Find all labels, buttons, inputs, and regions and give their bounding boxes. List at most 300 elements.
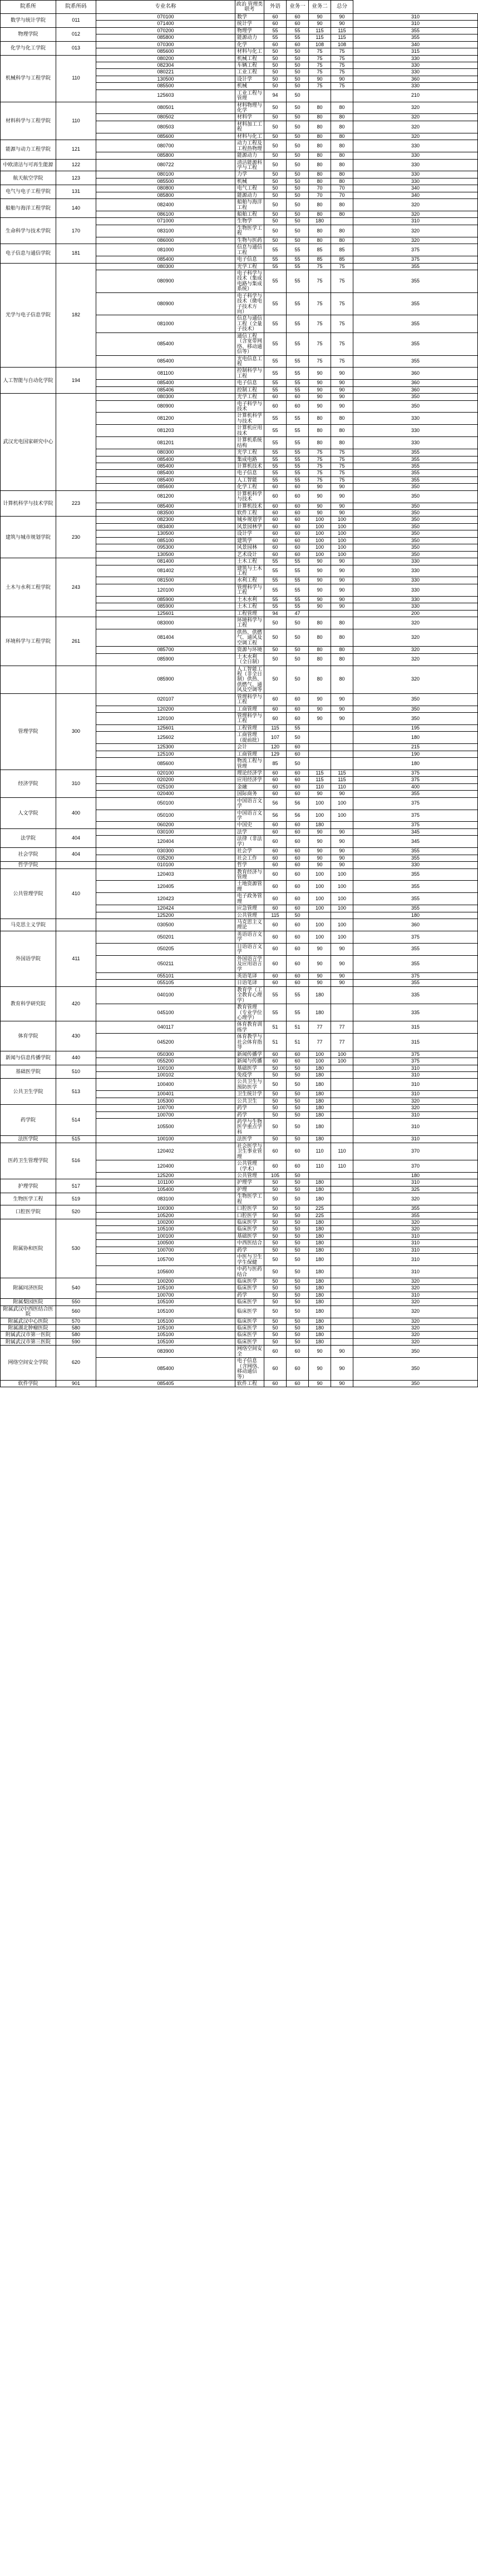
politics-score-cell: 60 (264, 1346, 287, 1358)
biz1-score-cell: 180 (309, 1240, 331, 1247)
biz1-score-cell: 180 (309, 1179, 331, 1186)
major-code-cell: 083400 (96, 523, 235, 530)
table-row (1, 27, 478, 34)
politics-score-cell: 60 (264, 537, 287, 544)
total-score-cell: 320 (353, 1193, 478, 1205)
politics-score-cell: 50 (264, 192, 287, 198)
foreign-score-cell: 60 (287, 400, 309, 413)
politics-score-cell: 50 (264, 1247, 287, 1253)
college-name-cell: 外国语学院 (1, 931, 56, 986)
foreign-score-cell: 60 (287, 41, 309, 48)
college-name-cell: 附属梨园医院 (1, 1299, 56, 1306)
foreign-score-cell: 60 (287, 1358, 309, 1381)
major-code-cell: 120424 (96, 905, 235, 912)
politics-score-cell: 55 (264, 1004, 287, 1021)
biz1-score-cell: 80 (309, 413, 331, 425)
biz2-score-cell (331, 1091, 353, 1098)
biz2-score-cell: 100 (331, 905, 353, 912)
biz1-score-cell: 80 (309, 171, 331, 178)
biz2-score-cell: 90 (331, 943, 353, 955)
foreign-score-cell: 50 (287, 1172, 309, 1179)
header-college-code: 院系所码 (56, 1, 96, 14)
foreign-score-cell: 55 (287, 332, 309, 355)
total-score-cell: 330 (353, 140, 478, 152)
biz2-score-cell: 90 (331, 706, 353, 712)
politics-score-cell: 60 (264, 394, 287, 400)
biz1-score-cell: 100 (309, 537, 331, 544)
major-code-cell: 085500 (96, 178, 235, 185)
biz2-score-cell (331, 822, 353, 828)
foreign-score-cell: 50 (287, 617, 309, 629)
biz1-score-cell: 180 (309, 1266, 331, 1278)
major-name-cell: 集成电路 (235, 456, 264, 463)
college-name-cell: 软件学院 (1, 1380, 56, 1387)
college-name-cell: 机械科学与工程学院 (1, 55, 56, 102)
total-score-cell: 320 (353, 653, 478, 666)
biz2-score-cell: 75 (331, 48, 353, 55)
major-name-cell: 法律（非法学） (235, 836, 264, 848)
foreign-score-cell: 55 (287, 437, 309, 449)
biz1-score-cell: 75 (309, 355, 331, 368)
politics-score-cell: 115 (264, 912, 287, 919)
biz2-score-cell: 75 (331, 463, 353, 469)
biz2-score-cell: 90 (331, 368, 353, 380)
major-code-cell: 130500 (96, 551, 235, 558)
politics-score-cell: 50 (264, 1299, 287, 1306)
college-code-cell: 182 (56, 263, 96, 368)
biz2-score-cell: 80 (331, 114, 353, 121)
politics-score-cell: 60 (264, 893, 287, 905)
foreign-score-cell: 50 (287, 133, 309, 140)
major-code-cell: 081200 (96, 413, 235, 425)
biz1-score-cell: 180 (309, 1079, 331, 1091)
major-name-cell: 免疫学 (235, 1071, 264, 1078)
college-code-cell: 516 (56, 1143, 96, 1179)
biz2-score-cell (331, 1179, 353, 1186)
biz2-score-cell: 75 (331, 83, 353, 90)
college-code-cell: 540 (56, 1278, 96, 1298)
major-code-cell: 085700 (96, 647, 235, 653)
politics-score-cell: 50 (264, 218, 287, 225)
major-code-cell: 085600 (96, 484, 235, 490)
table-row (1, 1051, 478, 1058)
total-score-cell: 330 (353, 565, 478, 577)
total-score-cell: 350 (353, 1358, 478, 1381)
college-name-cell: 医药卫生管理学院 (1, 1143, 56, 1179)
major-name-cell: 日语语言文学 (235, 943, 264, 955)
major-name-cell: 口腔医学 (235, 1205, 264, 1212)
college-code-cell: 230 (56, 517, 96, 558)
biz1-score-cell: 77 (309, 1034, 331, 1051)
foreign-score-cell: 50 (287, 1325, 309, 1332)
table-row (1, 1219, 478, 1226)
major-code-cell: 081402 (96, 565, 235, 577)
major-name-cell: 材料与化工 (235, 48, 264, 55)
politics-score-cell: 120 (264, 744, 287, 751)
college-code-cell: 520 (56, 1205, 96, 1219)
major-name-cell: 光电信息工程 (235, 355, 264, 368)
major-code-cell: 100200 (96, 1278, 235, 1284)
foreign-score-cell: 55 (287, 380, 309, 386)
header-politics: 政治 管理类联考 (235, 1, 264, 14)
foreign-score-cell: 60 (287, 1058, 309, 1065)
total-score-cell: 340 (353, 185, 478, 192)
major-code-cell: 085800 (96, 34, 235, 41)
biz1-score-cell: 100 (309, 905, 331, 912)
total-score-cell: 310 (353, 21, 478, 27)
biz1-score-cell: 100 (309, 530, 331, 537)
major-code-cell: 080900 (96, 400, 235, 413)
major-name-cell: 基础医学 (235, 1233, 264, 1239)
foreign-score-cell: 50 (287, 1071, 309, 1078)
politics-score-cell: 50 (264, 185, 287, 192)
biz1-score-cell: 80 (309, 211, 331, 218)
college-code-cell: 110 (56, 55, 96, 102)
biz2-score-cell: 115 (331, 27, 353, 34)
biz1-score-cell: 75 (309, 263, 331, 270)
major-name-cell: 应用经济学 (235, 777, 264, 783)
total-score-cell: 320 (353, 133, 478, 140)
politics-score-cell: 50 (264, 62, 287, 68)
major-code-cell: 085406 (96, 386, 235, 393)
college-name-cell: 管理学院 (1, 693, 56, 770)
biz2-score-cell (331, 1186, 353, 1193)
biz2-score-cell: 108 (331, 41, 353, 48)
total-score-cell: 320 (353, 1098, 478, 1104)
major-code-cell: 105100 (96, 1226, 235, 1233)
foreign-score-cell: 50 (287, 758, 309, 770)
college-name-cell: 附属武汉市第三医院 (1, 1338, 56, 1345)
total-score-cell: 320 (353, 1318, 478, 1324)
biz1-score-cell: 90 (309, 836, 331, 848)
major-name-cell: 公共管理 (235, 1172, 264, 1179)
biz2-score-cell: 100 (331, 517, 353, 523)
major-code-cell: 105100 (96, 1299, 235, 1306)
biz1-score-cell: 90 (309, 584, 331, 596)
total-score-cell: 180 (353, 758, 478, 770)
politics-score-cell: 50 (264, 647, 287, 653)
total-score-cell: 345 (353, 828, 478, 835)
biz1-score-cell: 100 (309, 1051, 331, 1058)
total-score-cell: 180 (353, 732, 478, 744)
foreign-score-cell: 55 (287, 315, 309, 332)
major-code-cell: 020400 (96, 791, 235, 797)
biz2-score-cell: 75 (331, 355, 353, 368)
college-code-cell: 517 (56, 1179, 96, 1193)
biz1-score-cell: 90 (309, 558, 331, 565)
foreign-score-cell: 60 (287, 706, 309, 712)
biz2-score-cell (331, 218, 353, 225)
major-code-cell: 105300 (96, 1098, 235, 1104)
major-code-cell: 081200 (96, 490, 235, 503)
politics-score-cell: 50 (264, 653, 287, 666)
biz1-score-cell (309, 751, 331, 757)
total-score-cell: 350 (353, 693, 478, 706)
biz1-score-cell: 90 (309, 380, 331, 386)
total-score-cell: 355 (353, 1212, 478, 1219)
foreign-score-cell: 60 (287, 1160, 309, 1173)
total-score-cell: 315 (353, 1021, 478, 1034)
college-name-cell: 口腔医学院 (1, 1205, 56, 1219)
politics-score-cell: 55 (264, 380, 287, 386)
major-name-cell: 光学工程 (235, 394, 264, 400)
major-code-cell: 125300 (96, 744, 235, 751)
foreign-score-cell: 60 (287, 955, 309, 972)
politics-score-cell: 50 (264, 1266, 287, 1278)
politics-score-cell: 50 (264, 1098, 287, 1104)
foreign-score-cell: 55 (287, 724, 309, 731)
politics-score-cell: 50 (264, 211, 287, 218)
total-score-cell: 310 (353, 1079, 478, 1091)
biz2-score-cell: 70 (331, 185, 353, 192)
politics-score-cell: 55 (264, 603, 287, 610)
table-row (1, 848, 478, 855)
biz1-score-cell: 90 (309, 565, 331, 577)
total-score-cell: 330 (353, 159, 478, 171)
total-score-cell: 310 (353, 1111, 478, 1118)
biz1-score-cell: 180 (309, 1247, 331, 1253)
foreign-score-cell: 50 (287, 647, 309, 653)
major-code-cell: 010100 (96, 862, 235, 868)
foreign-score-cell: 55 (287, 270, 309, 292)
major-code-cell: 050100 (96, 797, 235, 810)
biz1-score-cell: 180 (309, 1111, 331, 1118)
politics-score-cell: 60 (264, 1058, 287, 1065)
major-code-cell: 080100 (96, 171, 235, 178)
major-name-cell: 软件工程 (235, 510, 264, 517)
politics-score-cell: 50 (264, 629, 287, 646)
politics-score-cell: 60 (264, 955, 287, 972)
biz1-score-cell: 85 (309, 256, 331, 263)
biz2-score-cell: 90 (331, 503, 353, 509)
politics-score-cell: 60 (264, 13, 287, 20)
major-code-cell: 125100 (96, 751, 235, 757)
major-code-cell: 085600 (96, 48, 235, 55)
major-code-cell: 070200 (96, 27, 235, 34)
biz2-score-cell: 90 (331, 980, 353, 986)
college-name-cell: 药学院 (1, 1105, 56, 1136)
total-score-cell: 350 (353, 1380, 478, 1387)
foreign-score-cell: 50 (287, 121, 309, 133)
biz1-score-cell: 90 (309, 713, 331, 725)
major-code-cell: 080900 (96, 292, 235, 315)
biz2-score-cell: 80 (331, 666, 353, 693)
college-name-cell: 人文学院 (1, 797, 56, 828)
biz1-score-cell: 75 (309, 477, 331, 483)
foreign-score-cell: 50 (287, 912, 309, 919)
major-name-cell: 设计学 (235, 530, 264, 537)
foreign-score-cell: 55 (287, 27, 309, 34)
biz2-score-cell: 75 (331, 449, 353, 456)
politics-score-cell: 55 (264, 256, 287, 263)
foreign-score-cell: 50 (287, 1105, 309, 1111)
biz2-score-cell (331, 1332, 353, 1338)
total-score-cell: 330 (353, 437, 478, 449)
biz1-score-cell (309, 90, 331, 102)
biz1-score-cell: 90 (309, 943, 331, 955)
total-score-cell: 335 (353, 986, 478, 1004)
politics-score-cell: 56 (264, 810, 287, 822)
biz1-score-cell: 80 (309, 152, 331, 159)
foreign-score-cell: 55 (287, 386, 309, 393)
major-name-cell: 电子信息（含网络、移动通信等） (235, 1358, 264, 1381)
major-code-cell: 086000 (96, 237, 235, 244)
major-name-cell: 电气工程 (235, 185, 264, 192)
biz2-score-cell: 77 (331, 1021, 353, 1034)
politics-score-cell: 60 (264, 503, 287, 509)
major-code-cell: 130500 (96, 76, 235, 82)
major-name-cell: 动力工程及工程热物理 (235, 140, 264, 152)
major-code-cell: 050205 (96, 943, 235, 955)
total-score-cell: 350 (353, 713, 478, 725)
biz1-score-cell: 70 (309, 185, 331, 192)
politics-score-cell: 50 (264, 1065, 287, 1071)
biz1-score-cell: 110 (309, 1160, 331, 1173)
total-score-cell: 315 (353, 48, 478, 55)
total-score-cell: 310 (353, 218, 478, 225)
table-row (1, 159, 478, 171)
table-row (1, 931, 478, 943)
politics-score-cell: 60 (264, 855, 287, 861)
major-code-cell: 025100 (96, 783, 235, 790)
biz1-score-cell: 100 (309, 931, 331, 943)
major-name-cell: 电子科学与技术 (235, 400, 264, 413)
biz1-score-cell: 77 (309, 1021, 331, 1034)
biz2-score-cell: 77 (331, 1034, 353, 1051)
biz1-score-cell: 180 (309, 1306, 331, 1318)
politics-score-cell: 50 (264, 76, 287, 82)
major-name-cell: 卫生统计学 (235, 1091, 264, 1098)
total-score-cell: 180 (353, 1172, 478, 1179)
total-score-cell: 360 (353, 386, 478, 393)
total-score-cell: 215 (353, 744, 478, 751)
foreign-score-cell: 50 (287, 1186, 309, 1193)
major-name-cell: 社会学 (235, 848, 264, 855)
major-name-cell: 哲学 (235, 862, 264, 868)
major-name-cell: 电子信息 (235, 380, 264, 386)
biz2-score-cell: 75 (331, 62, 353, 68)
table-row (1, 185, 478, 192)
total-score-cell: 320 (353, 225, 478, 237)
major-code-cell: 105100 (96, 1332, 235, 1338)
foreign-score-cell: 50 (287, 1266, 309, 1278)
major-name-cell: 机械 (235, 178, 264, 185)
header-biz2: 业务二 (309, 1, 331, 14)
major-name-cell: 船舶工程 (235, 211, 264, 218)
total-score-cell: 310 (353, 1179, 478, 1186)
college-code-cell: 404 (56, 848, 96, 862)
biz1-score-cell: 225 (309, 1205, 331, 1212)
major-code-cell: 125200 (96, 912, 235, 919)
major-name-cell: 管理科学与工程 (235, 713, 264, 725)
major-name-cell: 工商管理（提前批） (235, 732, 264, 744)
major-name-cell: 药学 (235, 1292, 264, 1298)
politics-score-cell: 50 (264, 225, 287, 237)
biz2-score-cell: 75 (331, 55, 353, 62)
major-code-cell: 020200 (96, 777, 235, 783)
major-code-cell: 100401 (96, 1091, 235, 1098)
college-code-cell: 580 (56, 1332, 96, 1338)
major-name-cell: 计算机应用技术 (235, 425, 264, 437)
biz2-score-cell (331, 1111, 353, 1118)
biz2-score-cell: 90 (331, 565, 353, 577)
major-code-cell: 045200 (96, 1034, 235, 1051)
biz2-score-cell: 100 (331, 544, 353, 551)
biz1-score-cell: 180 (309, 1004, 331, 1021)
total-score-cell: 325 (353, 1186, 478, 1193)
foreign-score-cell: 50 (287, 1205, 309, 1212)
biz2-score-cell: 80 (331, 102, 353, 114)
table-header-row (1, 1, 478, 14)
biz1-score-cell: 80 (309, 225, 331, 237)
total-score-cell: 330 (353, 171, 478, 178)
foreign-score-cell: 60 (287, 751, 309, 757)
major-code-cell: 125200 (96, 1172, 235, 1179)
foreign-score-cell: 50 (287, 1111, 309, 1118)
total-score-cell: 330 (353, 596, 478, 603)
foreign-score-cell: 55 (287, 263, 309, 270)
politics-score-cell: 55 (264, 449, 287, 456)
major-name-cell: 临床医学 (235, 1318, 264, 1324)
foreign-score-cell: 50 (287, 1219, 309, 1226)
total-score-cell: 320 (353, 1306, 478, 1318)
total-score-cell: 355 (353, 791, 478, 797)
politics-score-cell: 55 (264, 584, 287, 596)
biz1-score-cell: 115 (309, 34, 331, 41)
college-name-cell: 材料科学与工程学院 (1, 102, 56, 140)
major-name-cell: 教育管理（专业学位心理学） (235, 1004, 264, 1021)
foreign-score-cell: 50 (287, 1318, 309, 1324)
politics-score-cell: 60 (264, 551, 287, 558)
major-name-cell: 数学 (235, 13, 264, 20)
politics-score-cell: 50 (264, 1212, 287, 1219)
total-score-cell: 375 (353, 770, 478, 776)
foreign-score-cell: 50 (287, 1338, 309, 1345)
table-row (1, 517, 478, 523)
politics-score-cell: 85 (264, 758, 287, 770)
biz1-score-cell: 100 (309, 544, 331, 551)
college-code-cell: 519 (56, 1193, 96, 1205)
major-name-cell: 电子信息 (235, 470, 264, 477)
biz2-score-cell: 90 (331, 1358, 353, 1381)
biz1-score-cell: 180 (309, 1065, 331, 1071)
foreign-score-cell: 50 (287, 1193, 309, 1205)
politics-score-cell: 60 (264, 1160, 287, 1173)
biz1-score-cell: 80 (309, 159, 331, 171)
politics-score-cell: 50 (264, 1193, 287, 1205)
major-name-cell: 国际商务 (235, 791, 264, 797)
foreign-score-cell: 55 (287, 596, 309, 603)
college-name-cell: 体育学院 (1, 1021, 56, 1051)
major-name-cell: 临床医学 (235, 1299, 264, 1306)
biz2-score-cell: 90 (331, 386, 353, 393)
total-score-cell: 355 (353, 980, 478, 986)
biz2-score-cell: 100 (331, 1051, 353, 1058)
biz1-score-cell: 180 (309, 1226, 331, 1233)
biz1-score-cell: 75 (309, 315, 331, 332)
biz1-score-cell: 180 (309, 1119, 331, 1136)
total-score-cell: 350 (353, 484, 478, 490)
total-score-cell: 330 (353, 178, 478, 185)
biz2-score-cell (331, 732, 353, 744)
biz2-score-cell (331, 1306, 353, 1318)
biz2-score-cell (331, 1254, 353, 1266)
major-code-cell: 105200 (96, 1212, 235, 1219)
foreign-score-cell: 51 (287, 1021, 309, 1034)
major-code-cell: 100400 (96, 1079, 235, 1091)
foreign-score-cell: 55 (287, 577, 309, 584)
major-name-cell: 材料物理与化学 (235, 102, 264, 114)
